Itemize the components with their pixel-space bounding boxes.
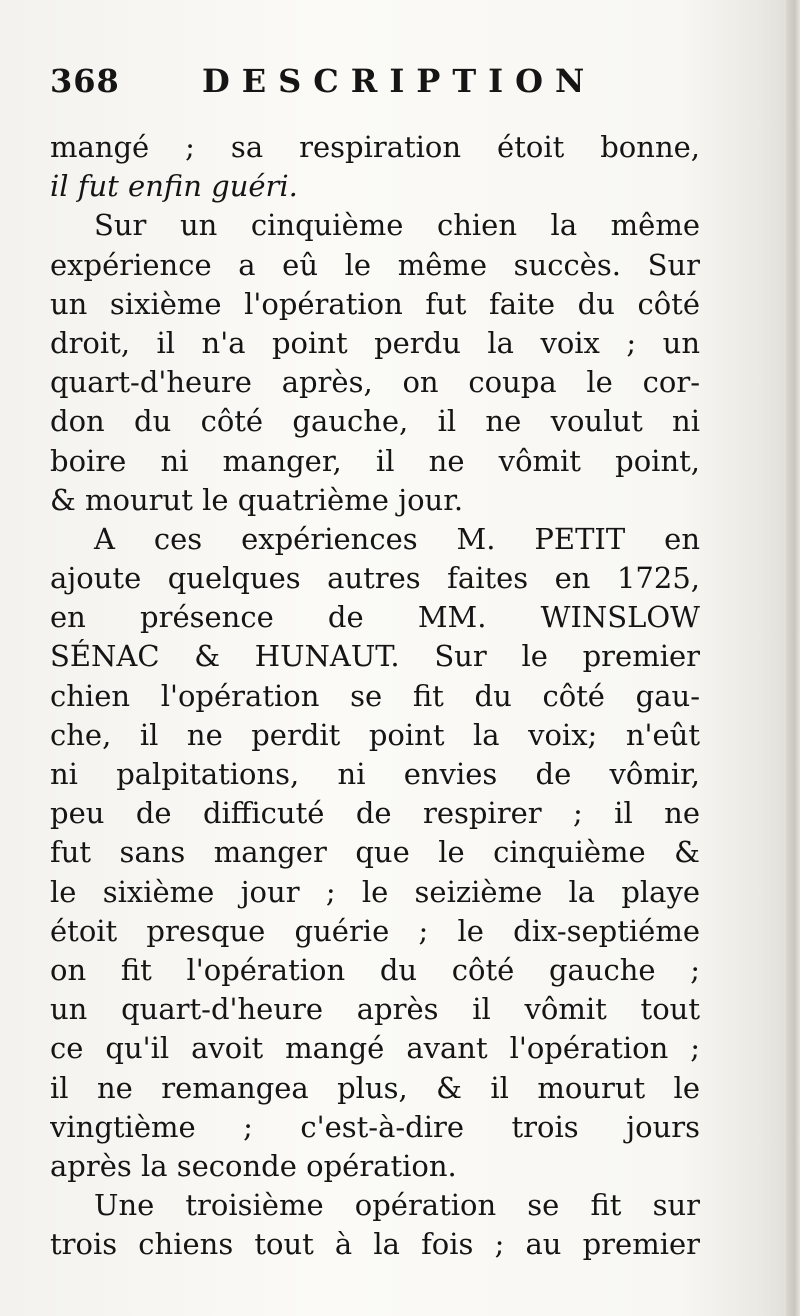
text-line: le sixième jour ; le seizième la playe bbox=[50, 874, 700, 909]
text-line: boire ni manger, il ne vômit point, bbox=[50, 443, 700, 478]
text-line: en présence de MM. WINSLOW bbox=[50, 600, 700, 635]
text-line: Sur un cinquième chien la même bbox=[94, 208, 700, 243]
text-line: mangé ; sa respiration étoit bonne, bbox=[50, 130, 700, 164]
text-line: don du côté gauche, il ne voulut ni bbox=[50, 404, 700, 439]
text-line: SÉNAC & HUNAUT. Sur le premier bbox=[50, 639, 700, 674]
text-line: ni palpitations, ni envies de vômir, bbox=[50, 757, 700, 791]
text-line: il ne remangea plus, & il mourut le bbox=[50, 1070, 700, 1105]
body-text bbox=[50, 128, 700, 1264]
text-line: A ces expériences M. PETIT en bbox=[94, 521, 700, 556]
text-line: fut sans manger que le cinquième & bbox=[50, 835, 700, 870]
text-line: vingtième ; c'est-à-dire trois jours bbox=[50, 1109, 700, 1144]
text-line: ajoute quelques autres faites en 1725, bbox=[50, 561, 700, 596]
text-line: ce qu'il avoit mangé avant l'opération ; bbox=[50, 1031, 700, 1066]
text-line: chien l'opération se fit du côté gau- bbox=[50, 678, 700, 713]
text-line: expérience a eû le même succès. Sur bbox=[50, 247, 700, 282]
text-line: trois chiens tout à la fois ; au premier bbox=[50, 1227, 700, 1262]
text-line: Une troisième opération se fit sur bbox=[94, 1188, 700, 1223]
text-line: peu de difficuté de respirer ; il ne bbox=[50, 796, 700, 831]
text-line: un quart-d'heure après il vômit tout bbox=[50, 992, 700, 1027]
text-line: on fit l'opération du côté gauche ; bbox=[50, 952, 700, 987]
page-header bbox=[50, 62, 750, 112]
text-line: après la seconde opération. bbox=[50, 1148, 457, 1183]
text-line: il fut enfin guéri. bbox=[50, 169, 298, 204]
text-line: un sixième l'opération fut faite du côté bbox=[50, 286, 700, 321]
text-line: étoit presque guérie ; le dix-septiéme bbox=[50, 913, 700, 948]
page-gutter bbox=[786, 0, 800, 1316]
text-line: droit, il n'a point perdu la voix ; un bbox=[50, 325, 700, 360]
text-line: che, il ne perdit point la voix; n'eût bbox=[50, 717, 700, 752]
running-head: DESCRIPTION bbox=[202, 62, 597, 100]
text-line: & mourut le quatrième jour. bbox=[50, 482, 464, 517]
text-line: quart-d'heure après, on coupa le cor- bbox=[50, 365, 700, 400]
page-number: 368 bbox=[50, 62, 120, 100]
